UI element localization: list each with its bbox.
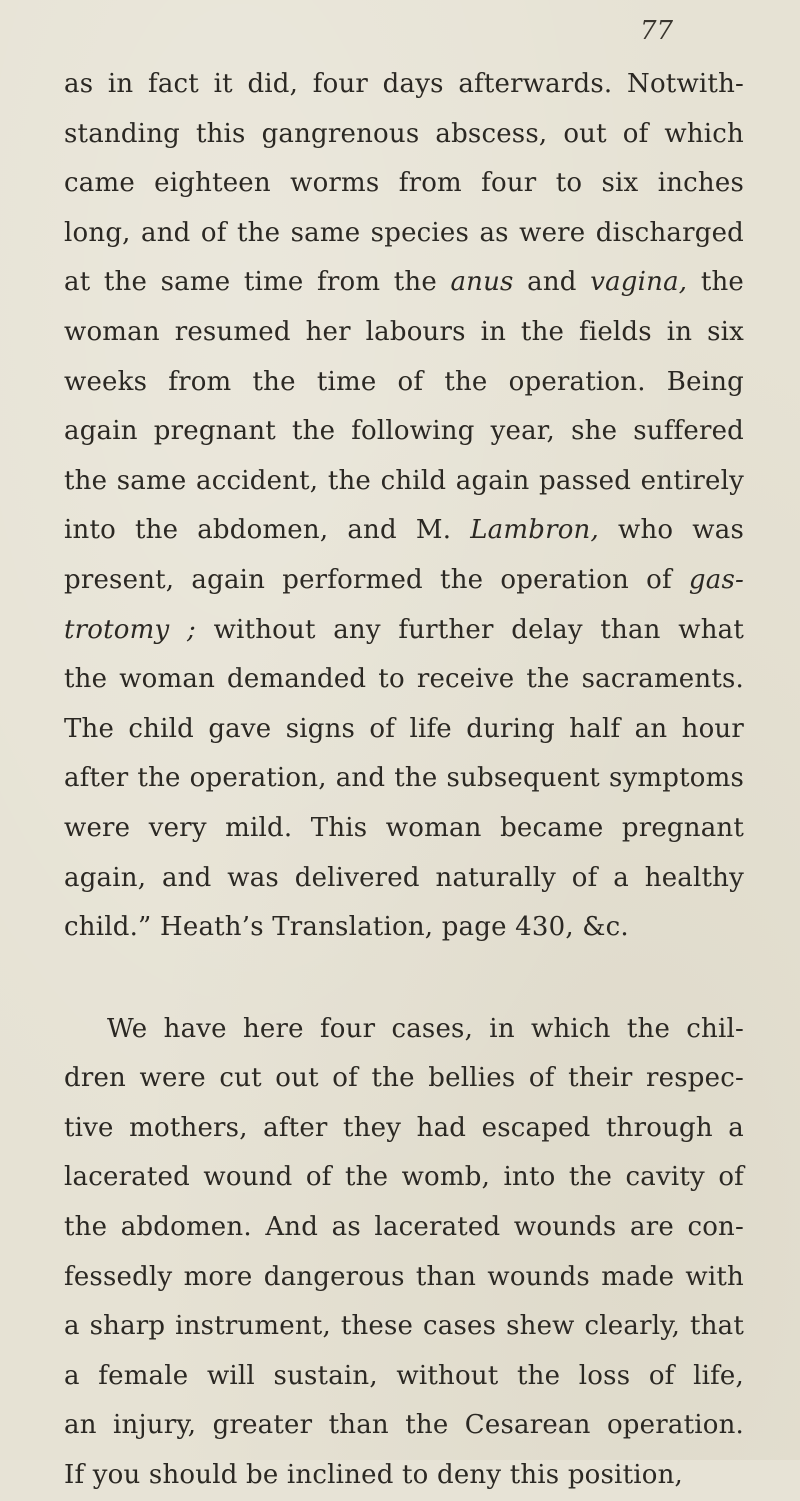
text-line: weeks from the time of the operation. Being [64, 366, 744, 397]
text-line: long, and of the same species as were discharged [64, 217, 744, 248]
paragraph-gap [64, 953, 744, 1005]
text-line: came eighteen worms from four to six inches [64, 168, 744, 199]
text-line: trotomy ; without any further delay than what [64, 614, 744, 645]
text-line: after the operation, and the subsequent symptoms [64, 763, 744, 794]
text-line: at the same time from the anus and vagina, the [64, 267, 744, 298]
text-line: standing this gangrenous abscess, out of which [64, 118, 744, 149]
text-line: If you should be inclined to deny this position, [64, 1460, 684, 1491]
page-body [64, 60, 744, 1501]
page-number: 77 [640, 16, 674, 46]
text-line: the woman demanded to receive the sacraments. [64, 664, 744, 695]
text-line: child.” Heath’s Translation, page 430, &c. [64, 912, 629, 943]
text-line: present, again performed the operation of gas- [64, 564, 744, 595]
text-line: an injury, greater than the Cesarean operation. [64, 1410, 744, 1441]
text-line: the same accident, the child again passed entirely [64, 465, 744, 496]
paragraph-2 [64, 1005, 744, 1501]
text-line: a female will sustain, without the loss of life, [64, 1360, 744, 1391]
text-line: woman resumed her labours in the fields in six [64, 316, 744, 347]
text-line: We have here four cases, in which the chil- [107, 1013, 744, 1044]
text-line: again, and was delivered naturally of a healthy [64, 862, 744, 893]
text-line: fessedly more dangerous than wounds made with [64, 1261, 744, 1292]
text-line: as in fact it did, four days afterwards. Notwith- [64, 69, 744, 99]
text-line: into the abdomen, and M. Lambron, who was [64, 515, 744, 546]
text-line: the abdomen. And as lacerated wounds are con- [64, 1212, 744, 1243]
text-line: dren were cut out of the bellies of their respec- [64, 1063, 744, 1094]
text-line: were very mild. This woman became pregnant [64, 812, 744, 843]
text-line: again pregnant the following year, she suffered [64, 416, 744, 447]
text-line: a sharp instrument, these cases shew clearly, that [64, 1311, 744, 1342]
text-line: tive mothers, after they had escaped through a [64, 1112, 744, 1143]
text-line: lacerated wound of the womb, into the cavity of [64, 1162, 744, 1193]
paragraph-1 [64, 60, 744, 953]
text-line: The child gave signs of life during half an hour [64, 713, 744, 744]
